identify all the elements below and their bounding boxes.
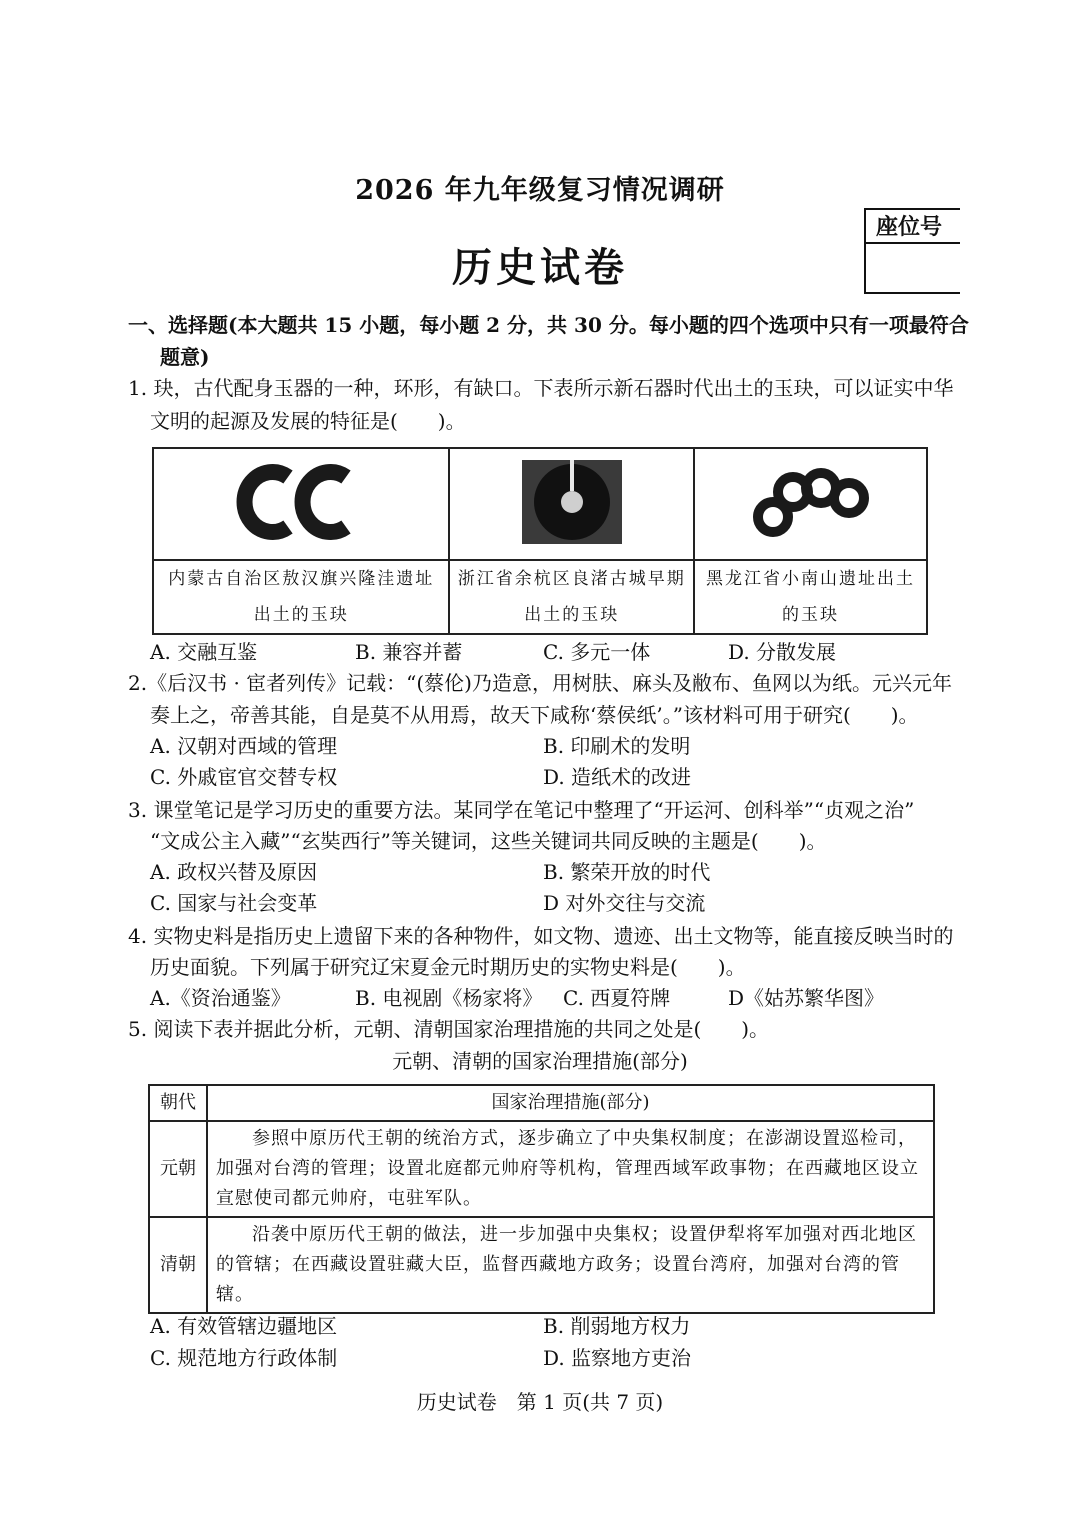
q1-option-c: C. 多元一体 — [543, 640, 651, 664]
two-c-jade-jue-image — [236, 457, 366, 547]
q5-option-d: D. 监察地方吏治 — [543, 1346, 692, 1370]
jade-jue-table — [152, 447, 928, 635]
gov-row-qing-text: 沿袭中原历代王朝的做法，进一步加强中央集权；设置伊犁将军加强对西北地区的管辖；在西藏设置驻藏大臣，监督西藏地方政务；设置台湾府，加强对台湾的管辖。 — [207, 1217, 934, 1313]
q2-stem-line2: 奏上之，帝善其能，自是莫不从用焉，故天下咸称‘蔡侯纸’。”该材料可用于研究( )。 — [150, 703, 919, 727]
governance-table — [148, 1084, 935, 1314]
q2-option-c: C. 外戚宦官交替专权 — [150, 765, 338, 789]
gov-row-yuan-text: 参照中原历代王朝的统治方式，逐步确立了中央集权制度；在澎湖设置巡检司，加强对台湾的管理；设置北庭都元帅府等机构，管理西域军政事物；在西藏地区设立宣慰使司都元帅府，屯驻军队。 — [207, 1121, 934, 1217]
jue-image-cell-1 — [153, 448, 449, 560]
gov-header-dynasty: 朝代 — [149, 1085, 207, 1121]
section-heading-line2: 题意) — [160, 345, 210, 369]
jue-caption-2 — [449, 560, 694, 634]
q4-option-a: A.《资治通鉴》 — [150, 986, 291, 1010]
q4-stem-line2: 历史面貌。下列属于研究辽宋夏金元时期历史的实物史料是( )。 — [150, 955, 746, 979]
jue-c-right — [303, 472, 346, 532]
jue-caption-3-line1: 黑龙江省小南山遗址出土 — [706, 569, 916, 589]
q5-option-c: C. 规范地方行政体制 — [150, 1346, 338, 1370]
four-ring-jade-jue-image — [751, 462, 871, 542]
q5-option-a: A. 有效管辖边疆地区 — [150, 1314, 338, 1338]
q3-stem-line1: 3. 课堂笔记是学习历史的重要方法。某同学在笔记中整理了“开运河、创科举”“贞观之治” — [128, 798, 915, 822]
jue-caption-1-line2: 出土的玉玦 — [253, 605, 349, 625]
q2-option-b: B. 印刷术的发明 — [543, 734, 691, 758]
q2-stem-line1: 2.《后汉书 · 宦者列传》记载：“(蔡伦)乃造意，用树肤、麻头及敝布、鱼网以为纸。元兴元年 — [128, 671, 952, 695]
jue-image-cell-3 — [694, 448, 927, 560]
seat-number-box — [864, 208, 960, 294]
jue-caption-1 — [153, 560, 449, 634]
jue-caption-3-line2: 的玉玦 — [782, 605, 840, 625]
jue-image-cell-2 — [449, 448, 694, 560]
jue-c-left — [245, 472, 288, 532]
q1-stem-line1: 1. 玦，古代配身玉器的一种，环形，有缺口。下表所示新石器时代出土的玉玦，可以证实中华 — [128, 376, 954, 400]
jue-caption-2-line2: 出土的玉玦 — [524, 605, 620, 625]
jue-ring-4 — [834, 483, 864, 513]
q2-option-a: A. 汉朝对西域的管理 — [150, 734, 338, 758]
q1-stem-line2: 文明的起源及发展的特征是( )。 — [150, 409, 466, 433]
jue-caption-3 — [694, 560, 927, 634]
q1-option-b: B. 兼容并蓄 — [355, 640, 463, 664]
jue-hole — [561, 491, 583, 513]
seat-number-label: 座位号 — [866, 210, 960, 244]
section-heading-line1: 一、选择题(本大题共 15 小题，每小题 2 分，共 30 分。每小题的四个选项中只有一项最符合 — [128, 313, 969, 337]
q1-option-a: A. 交融互鉴 — [150, 640, 258, 664]
exam-subtitle: 2026 年九年级复习情况调研 — [355, 175, 725, 206]
gov-row-qing-dynasty: 清朝 — [149, 1217, 207, 1313]
disc-jade-jue-image — [522, 460, 622, 544]
jue-caption-1-line1: 内蒙古自治区敖汉旗兴隆洼遗址 — [168, 569, 435, 589]
q3-option-c: C. 国家与社会变革 — [150, 891, 318, 915]
q5-option-b: B. 削弱地方权力 — [543, 1314, 691, 1338]
q4-option-d: D《姑苏繁华图》 — [728, 986, 885, 1010]
q3-option-a: A. 政权兴替及原因 — [150, 860, 318, 884]
q3-option-b: B. 繁荣开放的时代 — [543, 860, 711, 884]
q1-option-d: D. 分散发展 — [728, 640, 837, 664]
q5-table-title: 元朝、清朝的国家治理措施(部分) — [392, 1049, 688, 1073]
gov-header-measures: 国家治理措施(部分) — [207, 1085, 934, 1121]
q4-option-c: C. 西夏符牌 — [563, 986, 671, 1010]
q4-stem-line1: 4. 实物史料是指历史上遗留下来的各种物件，如文物、遗迹、出土文物等，能直接反映当时的 — [128, 924, 954, 948]
gov-row-yuan-dynasty: 元朝 — [149, 1121, 207, 1217]
jue-slit — [570, 460, 574, 491]
q4-option-b: B. 电视剧《杨家将》 — [355, 986, 543, 1010]
jue-caption-2-line1: 浙江省余杭区良渚古城早期 — [457, 569, 686, 589]
q2-option-d: D. 造纸术的改进 — [543, 765, 692, 789]
q3-stem-line2: “文成公主入藏”“玄奘西行”等关键词，这些关键词共同反映的主题是( )。 — [150, 829, 827, 853]
page-footer: 历史试卷 第 1 页(共 7 页) — [416, 1390, 664, 1414]
q5-stem-line1: 5. 阅读下表并据此分析，元朝、清朝国家治理措施的共同之处是( )。 — [128, 1017, 770, 1041]
q3-option-d: D 对外交往与交流 — [543, 891, 706, 915]
exam-title: 历史试卷 — [452, 244, 628, 291]
